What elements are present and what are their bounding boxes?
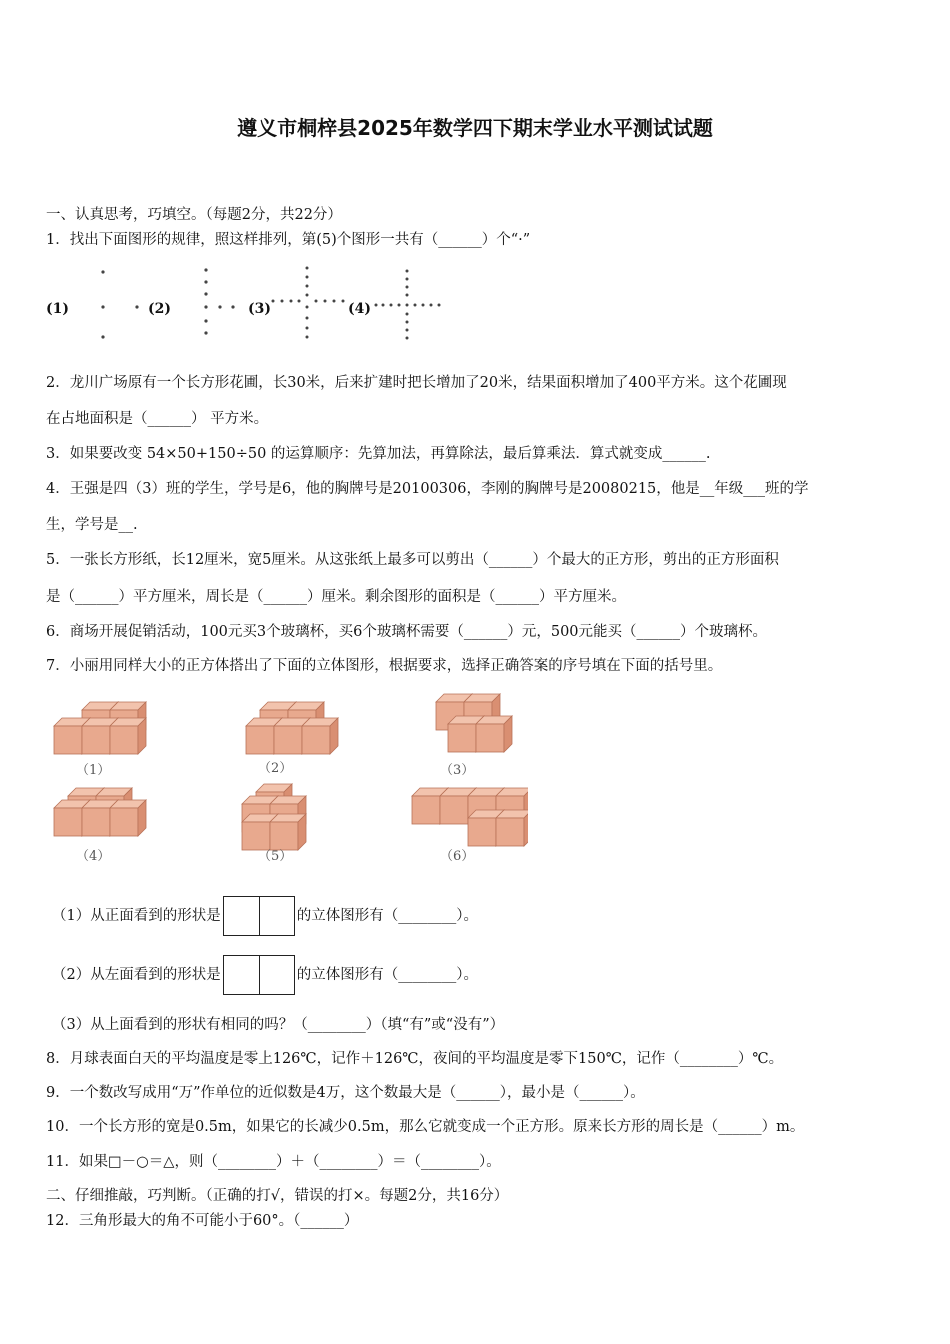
question-8: 8．月球表面白天的平均温度是零上126℃，记作＋126℃，夜间的平均温度是零下150℃，记作（________）℃。: [46, 1051, 784, 1067]
q7-1-prefix: （1）从正面看到的形状是: [52, 908, 221, 924]
cube-figure-4: [54, 788, 146, 836]
question-4-line-1: 4．王强是四（3）班的学生，学号是6，他的胸牌号是20100306，李刚的胸牌号是20080215，他是__年级___班的学: [46, 481, 809, 497]
question-2-line-2: 在占地面积是（______） 平方米。: [46, 411, 269, 427]
cube-caption-2: （2）: [258, 761, 293, 776]
question-11: 11．如果□－○＝△，则（________）＋（________）＝（________）。: [46, 1154, 501, 1170]
page-title: 遵义市桐梓县2025年数学四下期末学业水平测试试题: [237, 116, 713, 140]
question-7-part-3: （3）从上面看到的形状有相同的吗？（________）（填“有”或“没有”）: [52, 1017, 505, 1033]
question-12: 12．三角形最大的角不可能小于60°。（______）: [46, 1213, 359, 1229]
question-7: 7．小丽用同样大小的正方体搭出了下面的立体图形，根据要求，选择正确答案的序号填在下面的括号里。: [46, 658, 723, 674]
cube-caption-1: （1）: [76, 763, 111, 778]
question-7-part-2: [52, 955, 478, 995]
cube-figure-3: [436, 694, 512, 752]
section-2-heading: 二、仔细推敲，巧判断。（正确的打√，错误的打×。每题2分，共16分）: [46, 1188, 509, 1204]
cube-figures: [48, 688, 528, 868]
dot-label-2: (2): [148, 301, 171, 317]
q7-2-prefix: （2）从左面看到的形状是: [52, 967, 221, 983]
question-4-line-2: 生，学号是__.: [46, 517, 138, 533]
question-1: 1．找出下面图形的规律，照这样排列，第(5)个图形一共有（______）个“·”: [46, 232, 531, 248]
cube-figure-5: [242, 784, 306, 850]
dot-label-4: (4): [348, 301, 371, 317]
cube-figure-6: [412, 788, 528, 846]
left-view-shape: [223, 955, 295, 995]
question-7-part-1: [52, 896, 478, 936]
question-9: 9．一个数改写成用“万”作单位的近似数是4万，这个数最大是（______），最小是（______）。: [46, 1085, 645, 1101]
cube-caption-3: （3）: [440, 763, 475, 778]
question-10: 10．一个长方形的宽是0.5m，如果它的长减少0.5m，那么它就变成一个正方形。原来长方形的周长是（______）m。: [46, 1119, 805, 1135]
question-3: 3．如果要改变 54×50+150÷50 的运算顺序：先算加法，再算除法，最后算乘法．算式就变成______.: [46, 446, 711, 462]
dot-pattern-figure: [40, 265, 460, 350]
front-view-shape: [223, 896, 295, 936]
dot-label-3: (3): [248, 301, 271, 317]
question-5-line-1: 5．一张长方形纸，长12厘米，宽5厘米。从这张纸上最多可以剪出（______）个最大的正方形，剪出的正方形面积: [46, 552, 779, 568]
question-6: 6．商场开展促销活动，100元买3个玻璃杯，买6个玻璃杯需要（______）元，500元能买（______）个玻璃杯。: [46, 624, 768, 640]
dot-label-1: (1): [46, 301, 69, 317]
question-2-line-1: 2．龙川广场原有一个长方形花圃，长30米，后来扩建时把长增加了20米，结果面积增加了400平方米。这个花圃现: [46, 375, 787, 391]
cube-caption-6: （6）: [440, 849, 475, 864]
cube-figure-1: [54, 702, 146, 754]
cube-caption-5: （5）: [258, 849, 293, 864]
q7-2-suffix: 的立体图形有（________）。: [296, 967, 478, 983]
section-1-heading: 一、认真思考，巧填空。（每题2分，共22分）: [46, 207, 342, 223]
question-5-line-2: 是（______）平方厘米，周长是（______）厘米。剩余图形的面积是（______）平方厘米。: [46, 589, 626, 605]
q7-1-suffix: 的立体图形有（________）。: [296, 908, 478, 924]
cube-caption-4: （4）: [76, 849, 111, 864]
cube-figure-2: [246, 702, 338, 754]
